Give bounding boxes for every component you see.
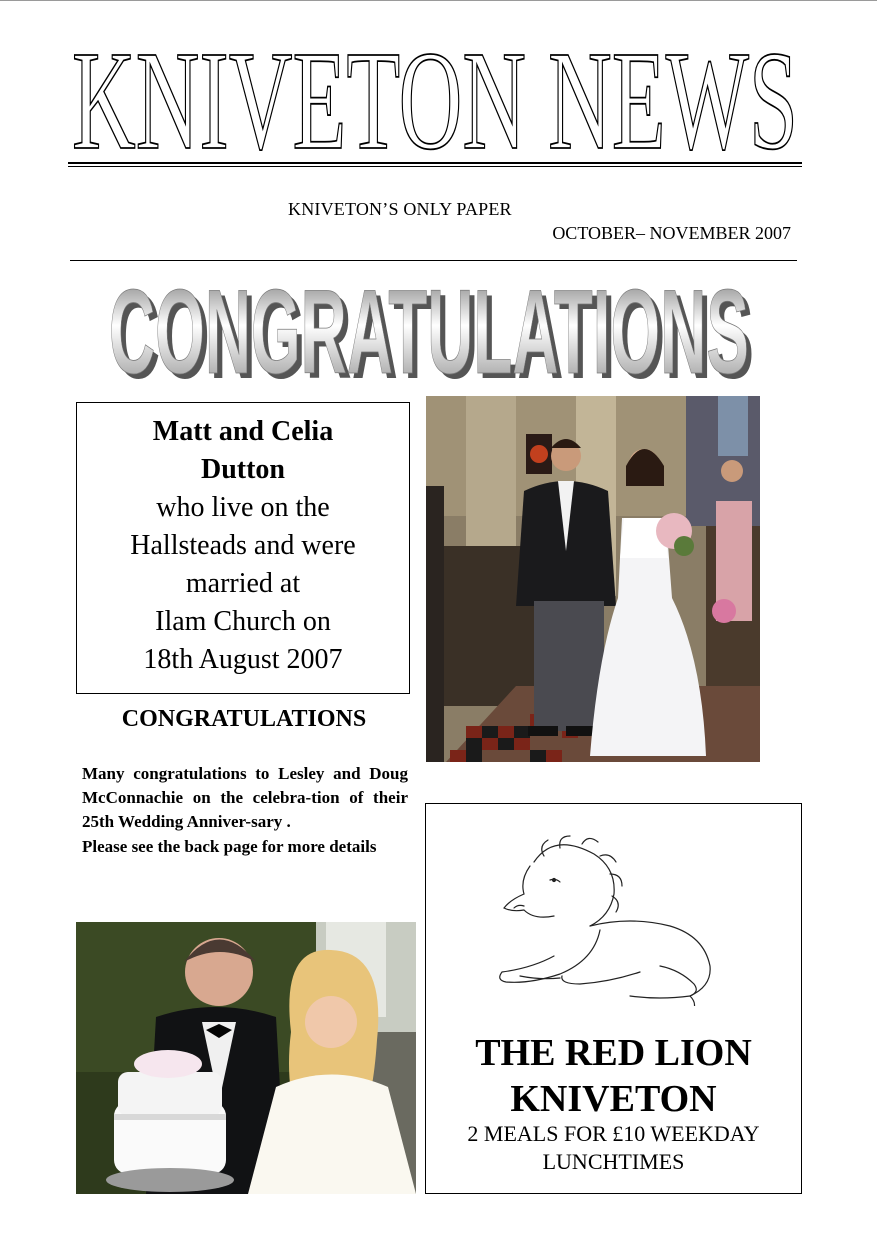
- tagline: KNIVETON’S ONLY PAPER: [288, 199, 512, 219]
- masthead-title-text: KNIVETON NEWS: [72, 38, 798, 158]
- congratulations-banner: [100, 265, 760, 390]
- top-border-line: [0, 0, 877, 1]
- couple-names-line2: Dutton: [200, 454, 285, 485]
- masthead-title: [68, 38, 802, 158]
- advert-title: [426, 1030, 801, 1122]
- wedding-photo: [426, 396, 760, 762]
- lion-icon: [490, 826, 730, 1006]
- advert-title-line2: KNIVETON: [510, 1078, 717, 1120]
- anniversary-photo: [76, 922, 416, 1194]
- wedding-line: who live on the: [156, 492, 330, 523]
- masthead-rule-thin: [68, 166, 802, 167]
- red-lion-advert: [425, 803, 802, 1194]
- banner-shadow-text: CONGRATULATIONS: [114, 270, 754, 390]
- wedding-line: Hallsteads and were: [130, 530, 356, 561]
- advert-offer-line2: LUNCHTIMES: [542, 1149, 685, 1174]
- header-divider: [70, 260, 797, 261]
- wedding-date-line: 18th August 2007: [143, 644, 343, 675]
- advert-offer-line1: 2 MEALS FOR £10 WEEKDAY: [467, 1121, 760, 1146]
- anniversary-body: Many congratulations to Lesley and Doug McConnachie on the celebra-tion of their 25th Wedding Anniver-sary .: [82, 764, 408, 832]
- wedding-announcement-box: [76, 402, 410, 694]
- advert-title-line1: THE RED LION: [475, 1032, 752, 1074]
- couple-names-line1: Matt and Celia: [152, 416, 334, 447]
- anniversary-heading: CONGRATULATIONS: [121, 706, 367, 732]
- anniversary-note: Please see the back page for more details: [82, 836, 377, 856]
- advert-offer: [426, 1120, 801, 1176]
- anniversary-text: [82, 762, 408, 859]
- wedding-line: Ilam Church on: [155, 606, 331, 637]
- wedding-line: married at: [185, 568, 301, 599]
- banner-text: CONGRATULATIONS: [109, 265, 749, 390]
- issue-date: OCTOBER– NOVEMBER 2007: [552, 223, 791, 243]
- masthead-rule: [68, 162, 802, 164]
